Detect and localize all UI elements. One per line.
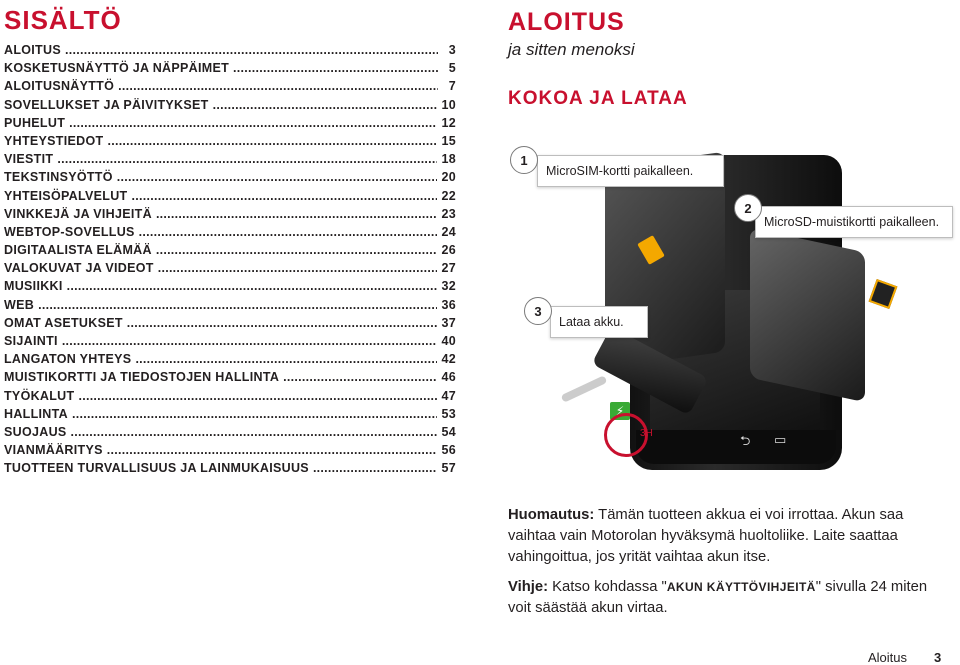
toc-entry-label: KOSKETUSNÄYTTÖ JA NÄPPÄIMET: [4, 61, 230, 76]
step-number-badge: 2: [734, 194, 762, 222]
dot-leader: [69, 114, 437, 132]
toc-entry-label: VIESTIT: [4, 152, 54, 167]
toc-entry-page: 3: [448, 43, 456, 57]
sd-slot-closeup: [750, 228, 865, 402]
toc-entry-label: YHTEYSTIEDOT: [4, 133, 104, 148]
dot-leader: [65, 41, 438, 59]
toc-entry-label: HALLINTA: [4, 406, 68, 421]
step-number-badge: 3: [524, 297, 552, 325]
toc-entry-label: VIANMÄÄRITYS: [4, 443, 103, 458]
tip-text-before: Katso kohdassa ": [552, 579, 667, 595]
tip-label: Vihje:: [508, 579, 549, 595]
step-number-badge: 1: [510, 146, 538, 174]
dot-leader: [213, 96, 438, 114]
toc-entry-label: YHTEISÖPALVELUT: [4, 188, 128, 203]
toc-entry-label: MUISTIKORTTI JA TIEDOSTOJEN HALLINTA: [4, 370, 280, 385]
dot-leader: [78, 387, 437, 405]
step-callout: [550, 306, 648, 338]
toc-entry[interactable]: [4, 277, 456, 295]
toc-entry[interactable]: [4, 314, 456, 332]
section-subtitle: ja sitten menoksi: [508, 40, 635, 59]
toc-entry-page: 47: [441, 388, 456, 403]
toc-entry[interactable]: [4, 350, 456, 368]
dot-leader: [117, 168, 438, 186]
toc-entry-label: TYÖKALUT: [4, 388, 75, 403]
assembly-illustration: [500, 130, 960, 500]
toc-entry-label: VALOKUVAT JA VIDEOT: [4, 261, 154, 276]
toc-entry-label: VINKKEJÄ JA VIHJEITÄ: [4, 206, 152, 221]
toc-entry-page: 26: [441, 243, 456, 258]
note-text: Tämän tuotteen akkua ei voi irrottaa. Akun saa vaihtaa vain Motorolan hyväksymä huoltoliike. Laite saattaa vahingoittua, jos yrität vaihtaa akun itse.: [508, 507, 904, 565]
toc-entry[interactable]: [4, 59, 456, 77]
section-heading: KOKOA JA LATAA: [508, 88, 688, 109]
toc-entry-label: WEB: [4, 297, 35, 312]
charge-time-label: 3H: [640, 428, 653, 439]
toc-entry-page: 46: [441, 370, 456, 385]
toc-entry-label: MUSIIKKI: [4, 279, 63, 294]
toc-entry[interactable]: [4, 77, 456, 95]
toc-entry[interactable]: [4, 96, 456, 114]
toc-entry[interactable]: [4, 187, 456, 205]
note-label: Huomautus:: [508, 507, 595, 523]
toc-title: SISÄLTÖ: [4, 5, 122, 35]
dot-leader: [233, 59, 438, 77]
dot-leader: [156, 205, 438, 223]
toc-entry-page: 40: [441, 334, 456, 348]
step-text: MicroSD-muistikortti paikalleen.: [764, 215, 940, 229]
toc-entry-page: 5: [448, 61, 456, 76]
dot-leader: [283, 368, 437, 386]
dot-leader: [38, 296, 437, 314]
toc-entry-page: 37: [441, 315, 456, 330]
toc-entry[interactable]: [4, 150, 456, 168]
toc-entry[interactable]: [4, 423, 456, 441]
footer-section-label: Aloitus: [868, 650, 908, 665]
toc-entry-label: SOVELLUKSET JA PÄIVITYKSET: [4, 97, 209, 112]
toc-entry[interactable]: [4, 259, 456, 277]
dot-leader: [71, 423, 438, 441]
toc-entry[interactable]: [4, 168, 456, 186]
toc-entry-label: SUOJAUS: [4, 424, 67, 439]
footer-page-number: 3: [934, 650, 942, 665]
dot-leader: [135, 350, 437, 368]
toc-entry-page: 22: [441, 188, 456, 203]
toc-entry-label: SIJAINTI: [4, 334, 58, 348]
toc-entry[interactable]: [4, 332, 456, 350]
toc-entry[interactable]: [4, 368, 456, 386]
sd-card-icon: [869, 279, 898, 309]
table-of-contents: [4, 41, 456, 478]
toc-entry[interactable]: [4, 205, 456, 223]
dot-leader: [158, 259, 438, 277]
toc-entry-label: ALOITUSNÄYTTÖ: [4, 79, 115, 94]
menu-key-icon: ▭: [774, 432, 787, 447]
dot-leader: [67, 277, 438, 295]
step-callout: [537, 155, 724, 187]
tip-text-after: " sivulla 24 miten voit säästää akun virtaa.: [508, 579, 928, 616]
toc-entry-page: 42: [441, 352, 456, 367]
back-key-icon: ⮌: [740, 433, 751, 448]
step-text: MicroSIM-kortti paikalleen.: [546, 164, 694, 178]
toc-entry-page: 10: [441, 97, 456, 112]
toc-entry-label: ALOITUS: [4, 43, 61, 57]
toc-entry-page: 56: [441, 443, 456, 458]
dot-leader: [132, 187, 438, 205]
dot-leader: [127, 314, 438, 332]
toc-entry-page: 20: [441, 170, 456, 185]
toc-entry[interactable]: [4, 459, 456, 477]
toc-entry-page: 24: [441, 224, 456, 239]
section-title: ALOITUS: [508, 8, 625, 36]
charging-cable-illustration: [561, 375, 608, 403]
toc-entry-page: 32: [441, 279, 456, 294]
toc-entry-label: TEKSTINSYÖTTÖ: [4, 170, 113, 185]
toc-entry-page: 15: [441, 133, 456, 148]
toc-entry[interactable]: [4, 241, 456, 259]
toc-entry-page: 12: [441, 115, 456, 130]
toc-entry-label: DIGITAALISTA ELÄMÄÄ: [4, 243, 152, 258]
dot-leader: [107, 441, 438, 459]
dot-leader: [156, 241, 438, 259]
toc-entry[interactable]: [4, 441, 456, 459]
toc-entry-label: WEBTOP-SOVELLUS: [4, 224, 135, 239]
note-paragraph: [508, 505, 953, 568]
toc-entry-label: TUOTTEEN TURVALLISUUS JA LAINMUKAISUUS: [4, 461, 309, 476]
dot-leader: [62, 332, 438, 350]
step-text: Lataa akku.: [559, 315, 624, 329]
toc-entry-page: 54: [441, 424, 456, 439]
battery-charging-icon: ⚡: [610, 402, 630, 420]
dot-leader: [139, 223, 438, 241]
toc-entry[interactable]: [4, 41, 456, 59]
toc-entry-label: PUHELUT: [4, 115, 66, 130]
dot-leader: [118, 77, 438, 95]
toc-entry-label: LANGATON YHTEYS: [4, 352, 132, 367]
toc-entry-page: 23: [441, 206, 456, 221]
step-callout: [755, 206, 953, 238]
toc-entry[interactable]: [4, 387, 456, 405]
toc-entry-page: 18: [441, 152, 456, 167]
toc-entry-page: 7: [448, 79, 456, 94]
toc-entry[interactable]: [4, 223, 456, 241]
tip-cross-reference-link[interactable]: AKUN KÄYTTÖVIHJEITÄ: [666, 580, 816, 594]
dot-leader: [107, 132, 437, 150]
tip-paragraph: [508, 577, 953, 619]
toc-entry-label: OMAT ASETUKSET: [4, 315, 123, 330]
dot-leader: [72, 405, 438, 423]
toc-entry-page: 27: [441, 261, 456, 276]
toc-entry-page: 36: [441, 297, 456, 312]
phone-bottom-bar: [636, 430, 836, 464]
dot-leader: [313, 459, 438, 477]
dot-leader: [57, 150, 437, 168]
toc-entry[interactable]: [4, 296, 456, 314]
toc-entry[interactable]: [4, 405, 456, 423]
toc-entry-page: 57: [441, 461, 456, 476]
toc-entry[interactable]: [4, 132, 456, 150]
toc-entry[interactable]: [4, 114, 456, 132]
toc-entry-page: 53: [441, 406, 456, 421]
